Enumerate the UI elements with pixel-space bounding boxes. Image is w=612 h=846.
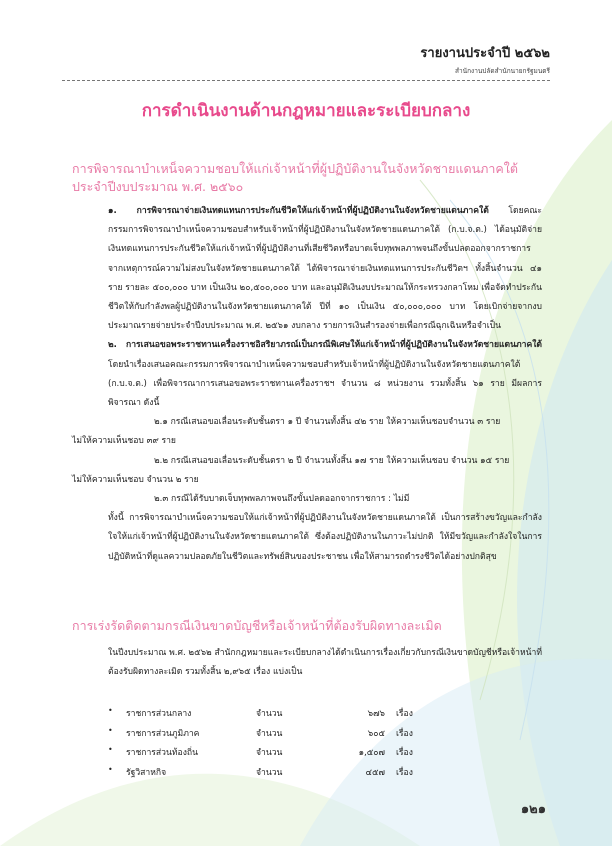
list-item-label: จำนวน: [256, 709, 283, 719]
sub-item-2-2: ๒.๒ กรณีเสนอขอเลื่อนระดับชั้นตรา ๒ ปี จำนวนทั้งสิ้น ๑๗ ราย ให้ความเห็นชอบ จำนวน ๑๕ ราย: [154, 455, 510, 466]
case-count-list: [108, 705, 413, 783]
list-item-unit: เรื่อง: [396, 767, 413, 778]
sub-item-2-3: ๒.๓ กรณีได้รับบาดเจ็บทุพพลภาพจนถึงขั้นปลดออกจากราชการ : ไม่มี: [154, 494, 410, 505]
list-item-unit: เรื่อง: [396, 709, 413, 719]
paragraph-summary: ทั้งนี้ การพิจารณาบำเหน็จความชอบให้แก่เจ้าหน้าที่ผู้ปฏิบัติงานในจังหวัดชายแดนภาคใต้ เป็นการสร้างขวัญและกำลังใจให้แก่เจ้าหน้าที่ผู้ปฏิบัติงานในจังหวัดชายแดนภาคใต้ ซึ่งต้องปฏิบัติงานในภาวะไม่ปกติ ให้มีขวัญและกำลังใจในการปฏิบัติหน้าที่ดูแลความปลอดภัยในชีวิตและทรัพย์สินของประชาชน เพื่อให้สามารถดำรงชีวิตได้อย่างปกติสุข: [108, 513, 542, 562]
list-item-name: ราชการส่วนท้องถิ่น: [126, 748, 198, 758]
bullet-icon: •: [108, 725, 113, 735]
list-item-name: รัฐวิสาหกิจ: [126, 767, 167, 778]
list-item-count: ๑,๕๐๗: [358, 748, 385, 758]
list-item-count: ๖๗๖: [367, 709, 385, 719]
section-body-liability: [72, 644, 542, 682]
report-title: รายงานประจำปี ๒๕๖๒: [420, 46, 550, 61]
sub-item-2-1-cont: ไม่ให้ความเห็นชอบ ๓๙ ราย: [72, 436, 176, 447]
page-title: การดำเนินงานด้านกฎหมายและระเบียบกลาง: [141, 101, 471, 121]
bullet-icon: •: [108, 764, 113, 774]
report-header: [420, 42, 550, 76]
bullet-icon: •: [108, 745, 113, 754]
sub-item-2-2-cont: ไม่ให้ความเห็นชอบ จำนวน ๒ ราย: [72, 474, 199, 485]
paragraph-heading: ๑. การพิจารณาจ่ายเงินทดแทนการประกันชีวิตให้แก่เจ้าหน้าที่ผู้ปฏิบัติงานในจังหวัดชายแดนภาคใต้: [108, 206, 489, 216]
list-item: [108, 764, 413, 784]
list-item-label: จำนวน: [256, 748, 283, 758]
sub-item-2-1: ๒.๑ กรณีเสนอขอเลื่อนระดับชั้นตรา ๑ ปี จำนวนทั้งสิ้น ๔๒ ราย ให้ความเห็นชอบจำนวน ๓ ราย: [154, 417, 501, 428]
bullet-icon: •: [108, 706, 113, 715]
list-item: [108, 705, 413, 725]
list-item-count: ๔๕๗: [365, 767, 385, 778]
section-heading-reward: [72, 160, 542, 196]
list-item: [108, 725, 413, 745]
list-item-name: ราชการส่วนภูมิภาค: [126, 728, 200, 739]
section-heading-line: ประจำปีงบประมาณ พ.ศ. ๒๕๖๐: [72, 179, 244, 194]
paragraph-text: โดยคณะกรรมการพิจารณาบำเหน็จความชอบสำหรับเจ้าหน้าที่ผู้ปฏิบัติงานในจังหวัดชายแดนภาคใต้ (ก.บ.จ.ต.) ได้อนุมัติจ่ายเงินทดแทนการประกันชีวิตให้แก่เจ้าหน้าที่ผู้ปฏิบัติงานที่เสียชีวิตหรือบาดเจ็บทุพพลภาพจนถึงขั้นปลดออกจากราชการจากเหตุการณ์ความไม่สงบในจังหวัดชายแดนภาคใต้ ได้พิจารณาจ่ายเงินทดแทนการประกันชีวิตฯ ทั้งสิ้นจำนวน ๔๑ ราย รายละ ๕๐๐,๐๐๐ บาท เป็นเงิน ๒๐,๕๐๐,๐๐๐ บาท และอนุมัติเงินงบประมาณให้กระทรวงกลาโหม เพื่อจัดทำประกันชีวิตให้กับกำลังพลผู้ปฏิบัติงานในจังหวัดชายแดนภาคใต้ ปีที่ ๑๐ เป็นเงิน ๕๐,๐๐๐,๐๐๐ บาท โดยเบิกจ่ายจากงบประมาณรายจ่ายประจำปีงบประมาณ พ.ศ. ๒๕๖๑ งบกลาง รายการเงินสำรองจ่ายเพื่อกรณีฉุกเฉินหรือจำเป็น: [108, 206, 542, 332]
header-divider: [62, 80, 550, 81]
list-item-unit: เรื่อง: [396, 748, 413, 758]
paragraph-life-insurance: [72, 202, 542, 336]
paragraph-heading: ๒. การเสนอขอพระราชทานเครื่องราชอิสริยาภรณ์เป็นกรณีพิเศษให้แก่เจ้าหน้าที่ผู้ปฏิบัติงานในจังหวัดชายแดนภาคใต้: [108, 340, 542, 351]
page-number: ๑๒๑: [520, 802, 546, 817]
list-item-name: ราชการส่วนกลาง: [126, 709, 192, 719]
list-item-label: จำนวน: [256, 767, 283, 778]
paragraph-liability-intro: ในปีงบประมาณ พ.ศ. ๒๕๖๒ สำนักกฎหมายและระเบียบกลางได้ดำเนินการเรื่องเกี่ยวกับกรณีเงินขาดบัญชีหรือเจ้าหน้าที่ต้องรับผิดทางละเมิด รวมทั้งสิ้น ๒,๙๖๕ เรื่อง แบ่งเป็น: [108, 648, 542, 678]
list-item-count: ๖๐๕: [367, 728, 385, 739]
section-body-reward: [72, 202, 542, 567]
paragraph-decoration-award: [72, 336, 542, 413]
section-heading-line: การพิจารณาบำเหน็จความชอบให้แก่เจ้าหน้าที่ผู้ปฏิบัติงานในจังหวัดชายแดนภาคใต้: [72, 161, 518, 176]
paragraph-text: โดยนำเรื่องเสนอคณะกรรมการพิจารณาบำเหน็จความชอบสำหรับเจ้าหน้าที่ผู้ปฏิบัติงานในจังหวัดชายแดนภาคใต้ (ก.บ.จ.ต.) เพื่อพิจารณาการเสนอขอพระราชทานเครื่องราชฯ จำนวน ๘ หน่วยงาน รวมทั้งสิ้น ๖๑ ราย มีผลการพิจารณา ดังนี้: [108, 359, 542, 409]
section-heading-liability: การเร่งรัดติดตามกรณีเงินขาดบัญชีหรือเจ้าหน้าที่ต้องรับผิดทางละเมิด: [72, 618, 442, 633]
report-subtitle: สำนักงานปลัดสำนักนายกรัฐมนตรี: [455, 67, 550, 75]
list-item: [108, 744, 413, 764]
list-item-label: จำนวน: [256, 728, 283, 739]
list-item-unit: เรื่อง: [396, 728, 413, 739]
